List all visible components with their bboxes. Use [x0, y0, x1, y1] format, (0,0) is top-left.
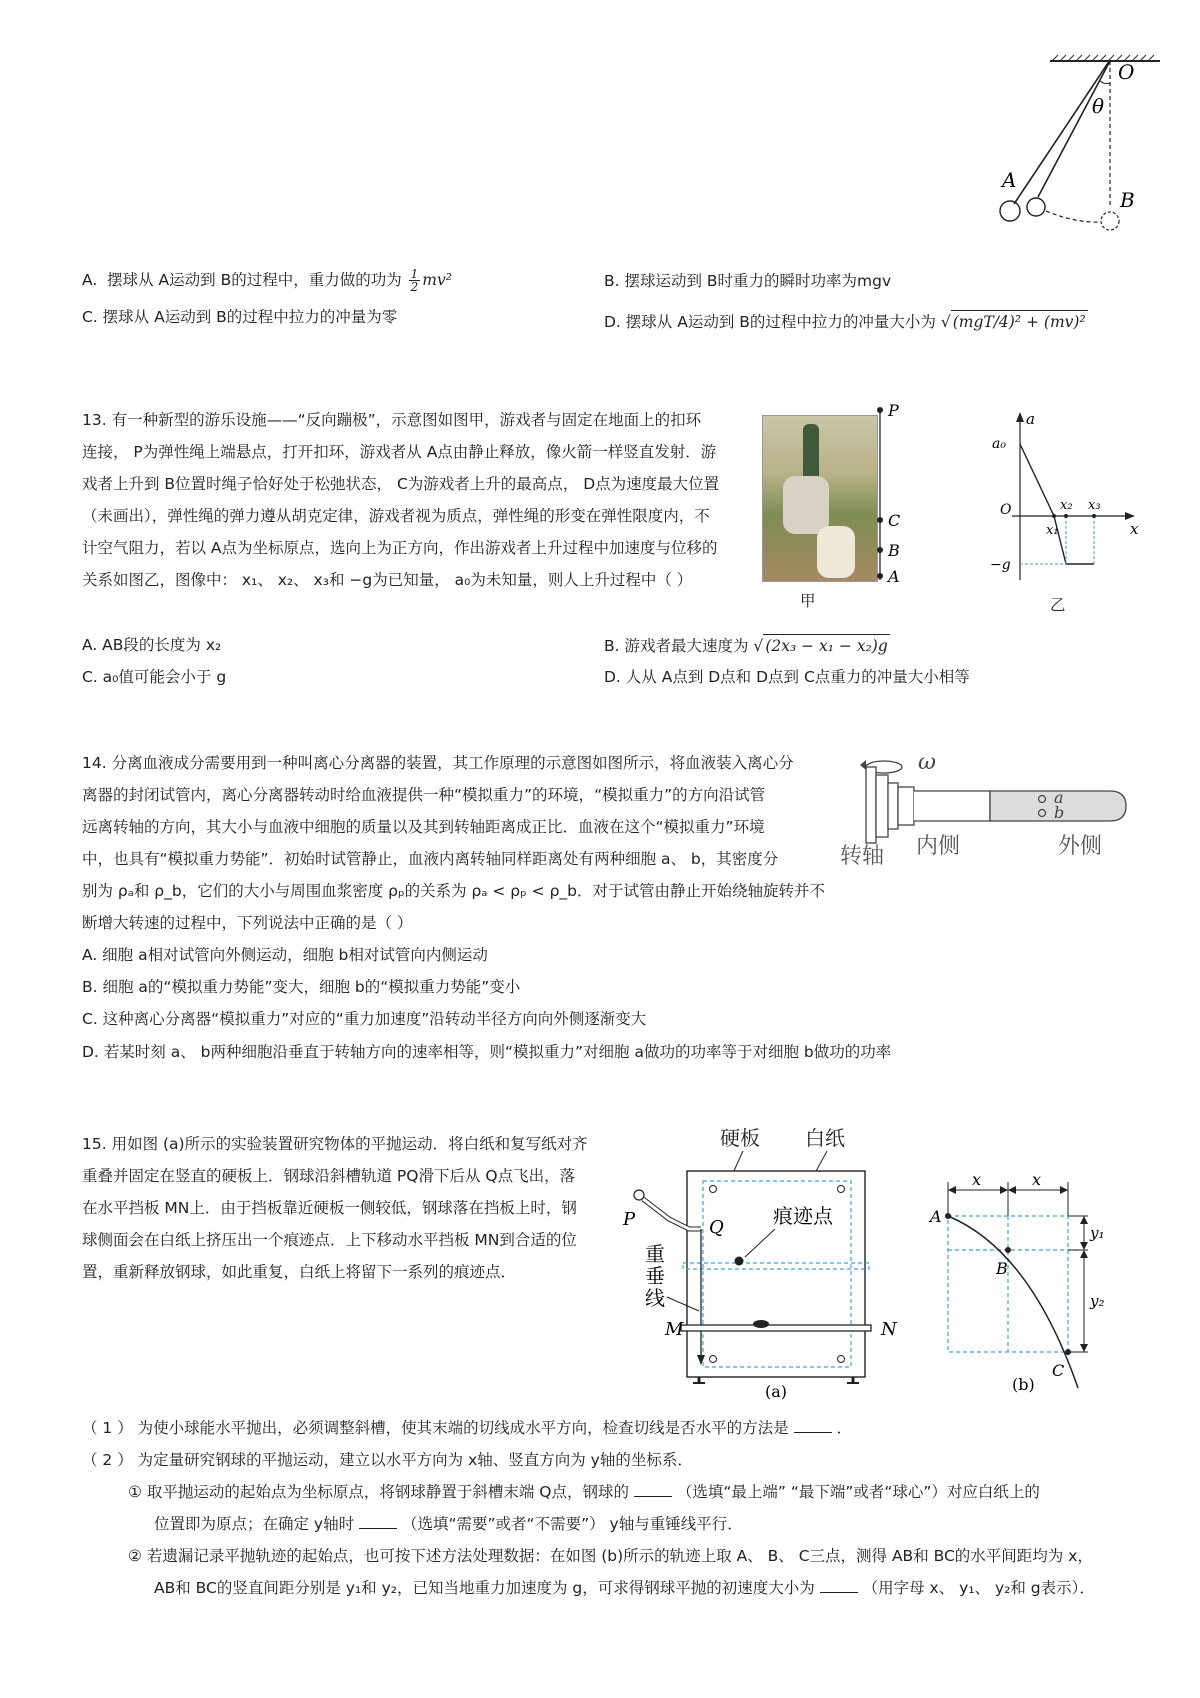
answer-blank-3[interactable]: [359, 1516, 397, 1529]
q15-line: 球侧面会在白纸上挤压出一个痕迹点．上下移动水平挡板 MN到合适的位: [82, 1231, 577, 1249]
label-x-ab: x: [972, 1170, 982, 1189]
q14-option-d[interactable]: D. 若某时刻 a、 b两种细胞沿垂直于转轴方向的速率相等，则“模拟重力”对细胞 a做功的功率等于对细胞 b做功的功率: [82, 1043, 892, 1061]
inner-label: 内侧: [916, 834, 961, 859]
graph-label-a: a: [1026, 410, 1035, 428]
q15-line: 置，重新释放钢球，如此重复，白纸上将留下一系列的痕迹点．: [82, 1263, 517, 1281]
q14-line: 断增大转速的过程中，下列说法中正确的是（ ）: [82, 914, 413, 932]
bungee-axis: [870, 402, 910, 592]
caption-a: (a): [765, 1382, 788, 1401]
bungee-photo: [762, 415, 878, 582]
q14-option-c[interactable]: C. 这种离心分离器“模拟重力”对应的“重力加速度”沿转动半径方向向外侧逐渐变大: [82, 1010, 647, 1028]
label-B: B: [996, 1259, 1008, 1278]
q15-c2-line2: AB和 BC的竖直间距分别是 y₁和 y₂，已知当地重力加速度为 g，可求得钢球平抛的初速度大小为 （用字母 x、 y₁、 y₂和 g表示）．: [154, 1579, 1095, 1597]
label-theta: θ: [1092, 94, 1105, 118]
figure-b-trajectory: [920, 1170, 1140, 1400]
plumb-label: 重: [645, 1242, 665, 1266]
q12-option-a[interactable]: A. 摆球从 A运动到 B的过程中，重力做的功为 $\frac{1}{2}$ mv²: [82, 267, 452, 294]
centrifuge-diagram: [840, 745, 1130, 885]
graph-label-O: O: [1000, 502, 1012, 518]
label-M: M: [665, 1319, 684, 1340]
mark-label: 痕迹点: [773, 1204, 833, 1228]
label-O: O: [1118, 60, 1135, 84]
pendulum-string: [1010, 58, 1112, 208]
q14-line: 远离转轴的方向，其大小与血液中细胞的质量以及其到转轴距离成正比．血液在这个“模拟重力”环境: [82, 818, 765, 836]
label-A: A: [930, 1207, 942, 1226]
q12-option-d[interactable]: D. 摆球从 A运动到 B的过程中拉力的冲量大小为 √ (mgT/4)² + (mv)²: [604, 310, 1088, 333]
q14-line: 中，也具有“模拟重力势能”．初始时试管静止，血液内离转轴同样距离处有两种细胞 a、 b，其密度分: [82, 850, 779, 868]
figure-a-apparatus: [615, 1125, 905, 1400]
q12-option-b[interactable]: B. 摆球运动到 B时重力的瞬时功率为mgv: [604, 272, 892, 290]
q14-option-b[interactable]: B. 细胞 a的“模拟重力势能”变大，细胞 b的“模拟重力势能”变小: [82, 978, 521, 996]
q15-c1-line2: 位置即为原点；在确定 y轴时 （选填“需要”或者“不需要”） y轴与重锤线平行．: [154, 1515, 743, 1533]
cell-a-label: a: [1054, 788, 1064, 807]
q13-line: 连接， P为弹性绳上端悬点，打开扣环，游戏者从 A点由静止释放，像火箭一样竖直发射．游: [82, 443, 717, 461]
label-y2: y₂: [1090, 1292, 1105, 1310]
label-N: N: [881, 1319, 897, 1340]
outer-label: 外侧: [1058, 834, 1103, 859]
q14-option-a[interactable]: A. 细胞 a相对试管向外侧运动，细胞 b相对试管向内侧运动: [82, 946, 488, 964]
q13-option-d[interactable]: D. 人从 A点到 D点和 D点到 C点重力的冲量大小相等: [604, 668, 970, 686]
q13-option-b[interactable]: B. 游戏者最大速度为 √ (2x₃ − x₁ − x₂)g: [604, 634, 890, 657]
graph-label-x3: x₃: [1088, 498, 1101, 513]
label-y1: y₁: [1090, 1224, 1105, 1242]
label-B: B: [888, 541, 900, 560]
plumb-label: 线: [645, 1286, 665, 1310]
caption-jia: 甲: [800, 592, 816, 610]
caption-yi: 乙: [1050, 596, 1066, 614]
answer-blank-2[interactable]: [634, 1484, 672, 1497]
q14-line: 离器的封闭试管内，离心分离器转动时给血液提供一种“模拟重力”的环境，“模拟重力”的方向沿试管: [82, 786, 766, 804]
omega-label: ω: [918, 750, 936, 775]
q15-line: 在水平挡板 MN上．由于挡板靠近硬板一侧较低，钢球落在挡板上时，钢: [82, 1199, 577, 1217]
graph-label-a0: a₀: [992, 436, 1006, 452]
cell-b-label: b: [1054, 803, 1065, 822]
q15-c2-line1: ② 若遗漏记录平抛轨迹的起始点，也可按下述方法处理数据：在如图 (b)所示的轨迹上取 A、 B、 C三点，测得 AB和 BC的水平间距均为 x，: [128, 1547, 1093, 1565]
q15-sub1: （ 1 ） 为使小球能水平抛出，必须调整斜槽，使其末端的切线成水平方向，检查切线是否水平的方法是 ．: [82, 1419, 853, 1437]
label-C: C: [1052, 1361, 1065, 1380]
label-P: P: [623, 1209, 636, 1230]
acceleration-graph: [990, 410, 1140, 590]
q13-line: 戏者上升到 B位置时绳子恰好处于松弛状态， C为游戏者上升的最高点， D点为速度最大位置: [82, 475, 720, 493]
label-A: A: [1002, 168, 1017, 192]
q15-sub2: （ 2 ） 为定量研究钢球的平抛运动，建立以水平方向为 x轴、竖直方向为 y轴的坐标系．: [82, 1451, 693, 1469]
q13-line: （未画出），弹性绳的弹力遵从胡克定律，游戏者视为质点，弹性绳的形变在弹性限度内，不: [82, 507, 710, 525]
q13-line: 计空气阻力，若以 A点为坐标原点，选向上为正方向，作出游戏者上升过程中加速度与位移的: [82, 539, 718, 557]
q13-line: 关系如图乙，图像中： x₁、 x₂、 x₃和 −g为已知量， a₀为未知量，则人上升过程中（ ）: [82, 571, 693, 589]
graph-label-neg-g: −g: [990, 557, 1011, 573]
answer-blank-4[interactable]: [820, 1580, 858, 1593]
q13-option-c[interactable]: C. a₀值可能会小于 g: [82, 668, 227, 686]
q13-line: 13. 有一种新型的游乐设施——“反向蹦极”，示意图如图甲，游戏者与固定在地面上的扣环: [82, 411, 702, 429]
paper-label: 白纸: [805, 1126, 845, 1150]
label-C: C: [888, 511, 901, 530]
q14-line: 14. 分离血液成分需要用到一种叫离心分离器的装置，其工作原理的示意图如图所示，将血液装入离心分: [82, 754, 794, 772]
label-B: B: [1120, 188, 1135, 212]
axis-label: 转轴: [840, 844, 885, 869]
q15-line: 重叠并固定在竖直的硬板上．钢球沿斜槽轨道 PQ滑下后从 Q点飞出，落: [82, 1167, 576, 1185]
q15-line: 15. 用如图 (a)所示的实验装置研究物体的平抛运动．将白纸和复写纸对齐: [82, 1135, 588, 1153]
plumb-label: 垂: [645, 1264, 665, 1288]
graph-label-x1: x₁: [1046, 523, 1059, 538]
label-Q: Q: [709, 1217, 724, 1238]
caption-b: (b): [1012, 1375, 1035, 1394]
label-P: P: [888, 401, 899, 420]
board-label: 硬板: [720, 1126, 760, 1150]
answer-blank-1[interactable]: [794, 1420, 832, 1433]
label-A: A: [888, 567, 900, 586]
label-x-bc: x: [1032, 1170, 1042, 1189]
q15-c1-line1: ① 取平抛运动的起始点为坐标原点，将钢球静置于斜槽末端 Q点，钢球的 （选填“最上端” “最下端”或者“球心”）对应白纸上的: [128, 1483, 1040, 1501]
q13-option-a[interactable]: A. AB段的长度为 x₂: [82, 636, 222, 654]
q12-option-c[interactable]: C. 摆球从 A运动到 B的过程中拉力的冲量为零: [82, 308, 398, 326]
graph-label-x2: x₂: [1060, 498, 1073, 513]
graph-label-x: x: [1130, 520, 1139, 538]
q14-line: 别为 ρₐ和 ρ_b，它们的大小与周围血浆密度 ρₚ的关系为 ρₐ < ρₚ < ρ_b．对于试管由静止开始绕轴旋转并不: [82, 882, 826, 900]
